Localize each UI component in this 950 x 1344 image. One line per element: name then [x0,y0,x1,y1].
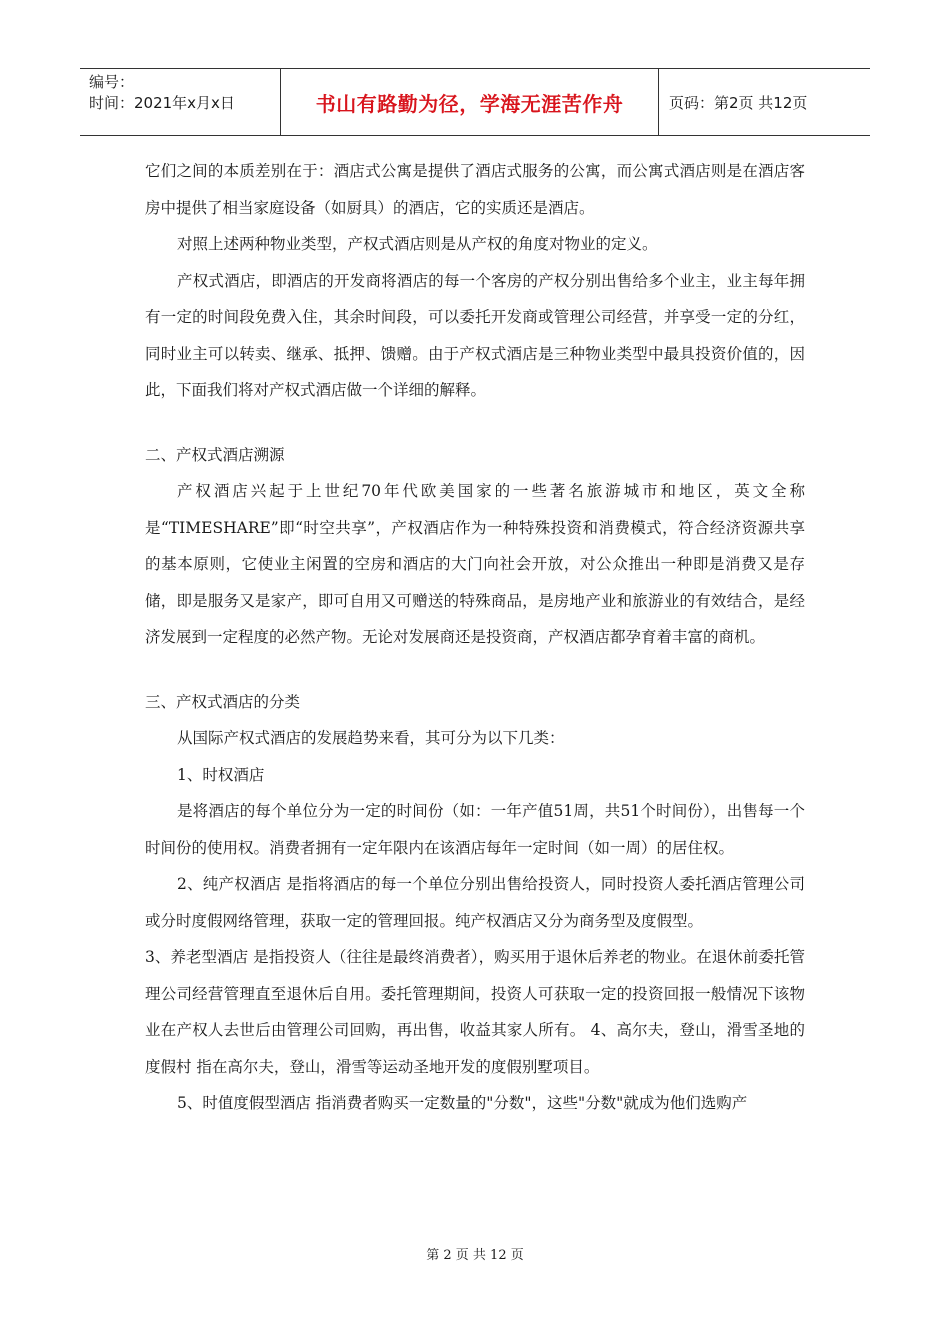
body-paragraph: 从国际产权式酒店的发展趋势来看，其可分为以下几类： [177,729,565,747]
footer-page-number: 第 2 页 共 12 页 [426,1248,524,1263]
body-paragraph: 它们之间的本质差别在于：酒店式公寓是提供了酒店式服务的公寓，而公寓式酒店则是在酒店客房中提供了相当家庭设备（如厨具）的酒店，它的实质还是酒店。 [145,162,805,217]
body-paragraph: 产权酒店兴起于上世纪70年代欧美国家的一些著名旅游城市和地区，英文全称是“TIMESHARE”即“时空共享”，产权酒店作为一种特殊投资和消费模式，符合经济资源共享的基本原则，它使业主闲置的空房和酒店的大门向社会开放，对公众推出一种即是消费又是存储，即是服务又是家产，即可自用又可赠送的特殊商品，是房地产业和旅游业的有效结合，是经济发展到一定程度的必然产物。无论对发展商还是投资商，产权酒店都孕育着丰富的商机。 [145,482,805,646]
document-number-label: 编号： [89,73,135,91]
body-paragraph: 产权式酒店，即酒店的开发商将酒店的每一个客房的产权分别出售给多个业主，业主每年拥有一定的时间段免费入住，其余时间段，可以委托开发商或管理公司经营，并享受一定的分红，同时业主可以转卖、继承、抵押、馈赠。由于产权式酒店是三种物业类型中最具投资价值的，因此，下面我们将对产权式酒店做一个详细的解释。 [145,271,805,399]
header-meta [80,69,281,135]
body-paragraph: 5、时值度假型酒店 指消费者购买一定数量的"分数"，这些"分数"就成为他们选购产 [177,1094,748,1112]
header-motto-cell [281,69,659,135]
body-paragraph: 是将酒店的每个单位分为一定的时间份（如：一年产值51周，共51个时间份），出售每一个时间份的使用权。消费者拥有一定年限内在该酒店每年一定时间（如一周）的居住权。 [145,802,805,857]
header-page-info [659,69,870,135]
page-header [80,68,870,136]
section-heading: 二、产权式酒店溯源 [145,445,285,464]
paragraph-gap [145,656,805,684]
section-heading: 三、产权式酒店的分类 [145,692,301,711]
document-date: 时间：2021年x月x日 [89,94,235,112]
page-footer [0,1244,950,1263]
document-body [145,153,805,1122]
paragraph-gap [145,409,805,437]
body-paragraph: 2、纯产权酒店 是指将酒店的每一个单位分别出售给投资人，同时投资人委托酒店管理公司或分时度假网络管理，获取一定的管理回报。纯产权酒店又分为商务型及度假型。 [145,875,805,930]
body-paragraph: 对照上述两种物业类型，产权式酒店则是从产权的角度对物业的定义。 [177,235,658,253]
list-item-heading: 1、时权酒店 [177,765,265,784]
page-info-text: 页码：第2页 共12页 [669,93,808,112]
body-paragraph: 3、养老型酒店 是指投资人（往往是最终消费者），购买用于退休后养老的物业。在退休前委托管理公司经营管理直至退休后自用。委托管理期间，投资人可获取一定的投资回报一般情况下该物业在产权人去世后由管理公司回购，再出售，收益其家人所有。 4、高尔夫，登山，滑雪圣地的度假村 指在高尔夫，登山，滑雪等运动圣地开发的度假别墅项目。 [145,948,805,1076]
header-motto: 书山有路勤为径，学海无涯苦作舟 [315,91,624,116]
